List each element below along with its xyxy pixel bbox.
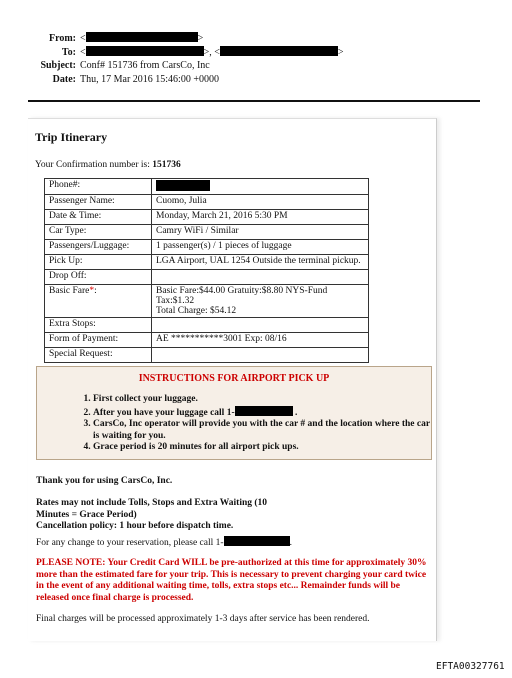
pickup-value: LGA Airport, UAL 1254 Outside the terminal pickup. <box>152 255 369 270</box>
cartype-value: Camry WiFi / Similar <box>152 225 369 240</box>
table-row <box>45 318 369 333</box>
thanks-line: Thank you for using CarsCo, Inc. <box>36 476 173 486</box>
phone-value <box>152 179 369 195</box>
from-value <box>80 32 203 46</box>
dropoff-label: Drop Off: <box>45 270 152 285</box>
list-item: 1. First collect your luggage. <box>93 394 431 406</box>
to-value <box>80 46 344 60</box>
table-row <box>45 333 369 348</box>
redaction-bar <box>235 406 293 416</box>
fare-total: Total Charge: $54.12 <box>156 306 237 316</box>
redaction-bar <box>86 32 198 42</box>
instructions-list <box>37 394 431 454</box>
credit-card-note: PLEASE NOTE: Your Credit Card WILL be pre-authorized at this time for approximately 30% more than the estimated fare for your trip. This is necessary to prevent charging your card twice in the event of any additional waiting time, tolls, extra stops etc... Remainder funds will be released once final charge is processed. <box>36 558 427 603</box>
to-close: > <box>337 46 344 58</box>
change-period: . <box>289 538 292 548</box>
payment-label: Form of Payment: <box>45 333 152 348</box>
table-row <box>45 270 369 285</box>
table-row <box>45 195 369 210</box>
date-value: Thu, 17 Mar 2016 15:46:00 +0000 <box>80 73 219 85</box>
special-label: Special Request: <box>45 348 152 363</box>
passenger-label: Passenger Name: <box>45 195 152 210</box>
extrastops-value <box>152 318 369 333</box>
confirmation-number: 151736 <box>152 160 181 170</box>
instruction-period: . <box>294 407 298 418</box>
list-item: 3. CarsCo, Inc operator will provide you with the car # and the location where the car is waiting for you. <box>93 419 431 442</box>
list-item: 4. Grace period is 20 minutes for all airport pick ups. <box>93 442 431 454</box>
instructions-title: INSTRUCTIONS FOR AIRPORT PICK UP <box>138 373 330 384</box>
pickup-label: Pick Up: <box>45 255 152 270</box>
redaction-bar <box>156 180 210 191</box>
email-header <box>0 32 512 86</box>
instructions-box <box>36 366 432 460</box>
table-row <box>45 285 369 318</box>
redaction-bar <box>86 46 204 56</box>
page-title: Trip Itinerary <box>35 130 108 144</box>
from-row <box>0 32 512 46</box>
special-value <box>152 348 369 363</box>
table-row <box>45 255 369 270</box>
datetime-label: Date & Time: <box>45 210 152 225</box>
instruction-call-text: After you have your luggage call 1- <box>93 407 235 418</box>
redaction-bar <box>224 536 290 546</box>
redaction-bar <box>220 46 338 56</box>
to-row <box>0 46 512 60</box>
to-label: To: <box>61 46 76 58</box>
fare-breakdown: Basic Fare:$44.00 Gratuity:$8.80 NYS-Fund Tax:$1.32 <box>156 286 328 306</box>
from-close: > <box>197 33 204 44</box>
table-row <box>45 179 369 195</box>
phone-label: Phone#: <box>45 179 152 195</box>
change-line <box>36 536 292 548</box>
date-label: Date: <box>52 73 76 85</box>
extrastops-label: Extra Stops: <box>45 318 152 333</box>
to-mid: >, < <box>203 46 220 58</box>
itinerary-table <box>44 178 369 363</box>
subject-value: Conf# 151736 from CarsCo, Inc <box>80 60 210 71</box>
date-row <box>0 73 512 87</box>
fare-label-colon: : <box>94 286 97 296</box>
confirmation-label: Your Confirmation number is: <box>35 160 150 170</box>
confirmation-line <box>35 160 181 170</box>
datetime-value: Monday, March 21, 2016 5:30 PM <box>152 210 369 225</box>
rates-block <box>36 498 296 533</box>
table-row <box>45 240 369 255</box>
rates-note: Rates may not include Tolls, Stops and Extra Waiting (10 Minutes = Grace Period) <box>36 498 268 520</box>
cartype-label: Car Type: <box>45 225 152 240</box>
to-open: < <box>80 46 86 58</box>
final-charges-line: Final charges will be processed approximately 1-3 days after service has been rendered. <box>36 614 370 624</box>
change-text: For any change to your reservation, please call 1- <box>36 538 224 548</box>
fare-value <box>152 285 369 318</box>
table-row <box>45 210 369 225</box>
table-row <box>45 348 369 363</box>
bates-number: EFTA00327761 <box>436 661 505 672</box>
passengers-value: 1 passenger(s) / 1 pieces of luggage <box>152 240 369 255</box>
subject-label: Subject: <box>40 60 76 71</box>
from-open: < <box>80 33 86 44</box>
from-label: From: <box>48 33 76 44</box>
passenger-value: Cuomo, Julia <box>152 195 369 210</box>
list-item <box>93 406 431 420</box>
fare-label-text: Basic Fare <box>49 286 90 296</box>
subject-row <box>0 59 512 73</box>
passengers-label: Passengers/Luggage: <box>45 240 152 255</box>
required-asterisk: * <box>89 286 95 296</box>
table-row <box>45 225 369 240</box>
payment-value: AE ***********3001 Exp: 08/16 <box>152 333 369 348</box>
header-divider <box>28 100 480 102</box>
cancellation-policy: Cancellation policy: 1 hour before dispatch time. <box>36 521 234 531</box>
dropoff-value <box>152 270 369 285</box>
fare-label <box>45 285 152 318</box>
